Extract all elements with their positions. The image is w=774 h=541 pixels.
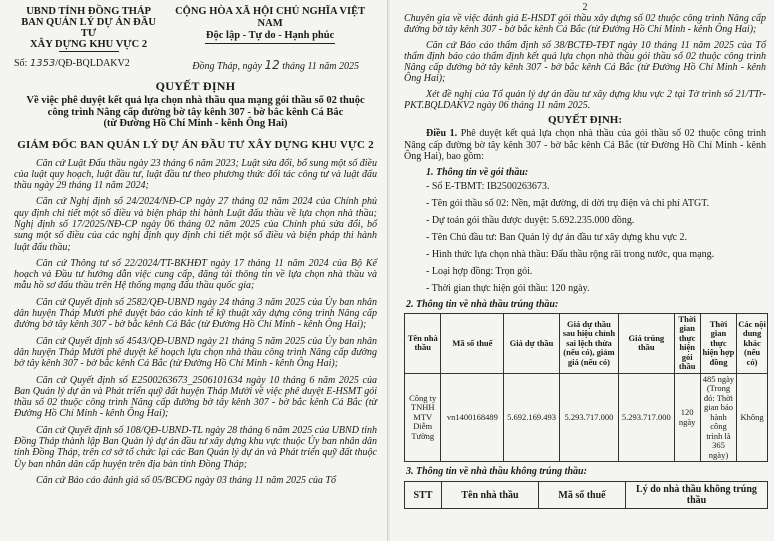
table-header-cell: Thời gian thực hiện gói thầu	[674, 313, 700, 373]
table-cell: 5.692.169.493	[504, 373, 559, 462]
table-cell: vn1400168489	[441, 373, 504, 462]
document-number: Số: 1353/QĐ-BQLDAKV2	[14, 58, 130, 69]
list-item: - Số E-TBMT: IB2500263673.	[426, 180, 550, 192]
table-header-row	[405, 482, 768, 509]
legal-basis-paragraph: Căn cứ Quyết định số E2500263673_2506101634 ngày 10 tháng 6 năm 2025 của Ban Quản lý dự án và Phát triển quỹ đất huyện Tháp Mười về việc phê duyệt E-HSMT gói thầu số 02 thuộc công trình Nâng cấp đường bờ tây kênh 307 - bờ bắc kênh Cá Bắc (từ Đường Hồ Chí Minh - kênh Ông Hai);	[14, 374, 377, 420]
list-item: - Dự toán gói thầu được duyệt: 5.692.235.000 đồng.	[426, 214, 635, 226]
legal-bases	[14, 158, 377, 487]
issuer-title: GIÁM ĐỐC BAN QUẢN LÝ DỰ ÁN ĐẦU TƯ XÂY DỰNG KHU VỰC 2	[17, 138, 374, 151]
table-header-cell: Giá dự thầu	[504, 313, 559, 373]
document-subject: Về việc phê duyệt kết quả lựa chọn nhà thầu qua mạng gói thầu số 02 thuộc công trình Nâng cấp đường bờ tây kênh 307 - bờ bắc kênh Cá Bắc (từ Đường Hồ Chí Minh - kênh Ông Hai)	[26, 95, 365, 129]
document-title: QUYẾT ĐỊNH	[155, 79, 236, 93]
table-cell: Không	[737, 373, 768, 462]
table-header-cell: Tên nhà thầu	[405, 313, 441, 373]
agency-name-line2: XÂY DỰNG KHU VỰC 2	[30, 39, 148, 50]
article-1: Điều 1. Phê duyệt kết quả lựa chọn nhà thầu của gói thầu số 02 thuộc công trình Nâng cấp đường bờ tây kênh 307 - bờ bắc kênh Cá Bắc (từ Đường Hồ Chí Minh - kênh Ông Hai), bao gồm:	[404, 128, 766, 163]
decision-page-2	[390, 0, 774, 541]
nation-name: CỘNG HÒA XÃ HỘI CHỦ NGHĨA VIỆT NAM	[175, 6, 366, 29]
table-cell: 5.293.717.000	[559, 373, 618, 462]
table-header-cell: Tên nhà thầu	[442, 482, 539, 509]
table-header-cell: Mã số thuế	[441, 313, 504, 373]
table-header-cell: Giá dự thầu sau hiệu chỉnh sai lệch thừa (nếu có), giảm giá (nếu có)	[559, 313, 618, 373]
page-number: 2	[582, 2, 588, 13]
list-item: - Thời gian thực hiện gói thầu: 120 ngày.	[426, 282, 590, 294]
table-header-cell: Thời gian thực hiện hợp đồng	[700, 313, 736, 373]
table-cell: 120 ngày	[674, 373, 700, 462]
package-info-list	[404, 181, 766, 294]
table-header-cell: Giá trúng thầu	[619, 313, 674, 373]
list-item: - Loại hợp đồng: Trọn gói.	[426, 265, 533, 277]
table-cell: 485 ngày (Trong đó: Thời gian bảo hành công trình là 365 ngày)	[700, 373, 736, 462]
doc-number-date-row	[14, 58, 377, 72]
legal-basis-paragraph: Căn cứ Quyết định số 4543/QĐ-UBND ngày 21 tháng 5 năm 2025 của Ủy ban nhân dân huyện Tháp Mười phê duyệt kế hoạch lựa chọn nhà thầu công trình Nâng cấp đường bờ tây kênh 307 - bờ bắc kênh Cá Bắc (từ Đường Hồ Chí Minh - kênh Ông Hai);	[14, 335, 377, 370]
legal-basis-continued: Chuyên gia về việc đánh giá E-HSDT gói thầu xây dựng số 02 thuộc công trình Nâng cấp đường bờ tây kênh 307 - bờ bắc kênh Cá Bắc (từ Đường Hồ Chí Minh - kênh Ông Hai);	[404, 13, 766, 36]
legal-basis-paragraph: Căn cứ Thông tư số 22/2024/TT-BKHĐT ngày 17 tháng 11 năm 2024 của Bộ Kế hoạch và Đầu tư hướng dẫn việc cung cấp, đăng tải thông tin về lựa chọn nhà thầu và mẫu hồ sơ đấu thầu trên Hệ thống mạng đấu thầu quốc gia;	[14, 257, 377, 292]
motto: Độc lập - Tự do - Hạnh phúc	[205, 30, 335, 41]
issuing-agency	[14, 6, 163, 52]
list-item: - Tên gói thầu số 02: Nền, mặt đường, di dời trụ điện và chi phí ATGT.	[426, 197, 710, 209]
agency-name-line1: BAN QUẢN LÝ DỰ ÁN ĐẦU TƯ	[21, 17, 156, 39]
decide-heading: QUYẾT ĐỊNH:	[547, 114, 623, 127]
table-cell: 5.293.717.000	[619, 373, 674, 462]
table-cell: Công ty TNHH MTV Diễm Tường	[405, 373, 441, 462]
handwritten-day: 12	[264, 58, 280, 72]
table-header-cell: Lý do nhà thầu không trúng thầu	[626, 482, 768, 509]
legal-basis-paragraph: Căn cứ Luật Đấu thầu ngày 23 tháng 6 năm 2023; Luật sửa đổi, bổ sung một số điều của luật quy hoạch, luật đầu tư, luật đầu tư theo phương thức đối tác công tư và luật đấu thầu ngày 29 tháng 11 năm 2024;	[14, 157, 377, 192]
proposal-paragraph: Xét đề nghị của Tổ quản lý dự án đầu tư xây dựng khu vực 2 tại Tờ trình số 21/TTr-PKT.BQLDAKV2 ngày 06 tháng 11 năm 2025.	[404, 88, 766, 112]
table-header-cell: STT	[405, 482, 442, 509]
winner-table	[404, 313, 768, 463]
national-motto	[163, 6, 377, 52]
list-item: - Tên Chủ đầu tư: Ban Quản lý dự án đầu tư xây dựng khu vực 2.	[426, 231, 688, 243]
legal-basis-paragraph: Căn cứ Báo cáo thẩm định số 38/BCTĐ-TĐT ngày 10 tháng 11 năm 2025 của Tổ thẩm định báo cáo thẩm định kết quả lựa chọn nhà thầu gói thầu số 02 thuộc công trình Nâng cấp đường bờ tây kênh 307 - bờ bắc kênh Cá Bắc (từ Đường Hồ Chí Minh - kênh Ông Hai);	[404, 39, 766, 85]
agency-parent: UBND TỈNH ĐỒNG THÁP	[26, 6, 151, 17]
legal-basis-paragraph: Căn cứ Báo cáo đánh giá số 05/BCĐG ngày 03 tháng 11 năm 2025 của Tổ	[36, 474, 336, 486]
non-winner-table	[404, 481, 768, 509]
legal-basis-paragraph: Căn cứ Quyết định số 2582/QĐ-UBND ngày 24 tháng 3 năm 2025 của Ủy ban nhân dân huyện Tháp Mười phê duyệt báo cáo kinh tế kỹ thuật xây dựng công trình Nâng cấp đường bờ tây kênh 307 - bờ bắc kênh Cá Bắc (từ Đường Hồ Chí Minh - kênh Ông Hai);	[14, 296, 377, 331]
section-package-info-title: 1. Thông tin về gói thầu:	[426, 166, 529, 178]
table-row	[405, 373, 768, 462]
table-header-cell: Mã số thuế	[539, 482, 626, 509]
table-header-cell: Các nội dung khác (nếu có)	[737, 313, 768, 373]
section-non-winner-title: 3. Thông tin về nhà thầu không trúng thầu:	[406, 466, 587, 478]
document-date: Đồng Tháp, ngày 12 tháng 11 năm 2025	[192, 58, 359, 72]
table-header-row	[405, 313, 768, 373]
motto-underline	[205, 43, 335, 44]
list-item: - Hình thức lựa chọn nhà thầu: Đấu thầu rộng rãi trong nước, qua mạng.	[426, 248, 715, 260]
document-header	[14, 6, 377, 52]
agency-underline	[59, 51, 119, 52]
section-winner-title: 2. Thông tin về nhà thầu trúng thầu:	[406, 298, 559, 310]
legal-basis-paragraph: Căn cứ Quyết định số 108/QĐ-UBND-TL ngày 28 tháng 6 năm 2025 của UBND tỉnh Đồng Tháp thành lập Ban Quản lý dự án đầu tư xây dựng khu vực thuộc Ủy ban nhân dân tỉnh Đồng Tháp, trên cơ sở tổ chức lại các Ban Quản lý dự án và Phát triển quỹ đất thuộc Ủy ban nhân dân cấp huyện trên địa bàn tỉnh Đồng Tháp;	[14, 424, 377, 470]
handwritten-number: 1353	[29, 58, 56, 69]
legal-basis-paragraph: Căn cứ Nghị định số 24/2024/NĐ-CP ngày 27 tháng 02 năm 2024 của Chính phủ quy định chi tiết một số điều và biện pháp thi hành Luật đấu thầu về lựa chọn nhà thầu; Nghị định số 17/2025/NĐ-CP ngày 06 tháng 02 năm 2025 của Chính phủ sửa đổi, bổ sung một số điều của các nghị định quy định chi tiết một số điều và biện pháp thi hành luật đấu thầu;	[14, 196, 377, 253]
